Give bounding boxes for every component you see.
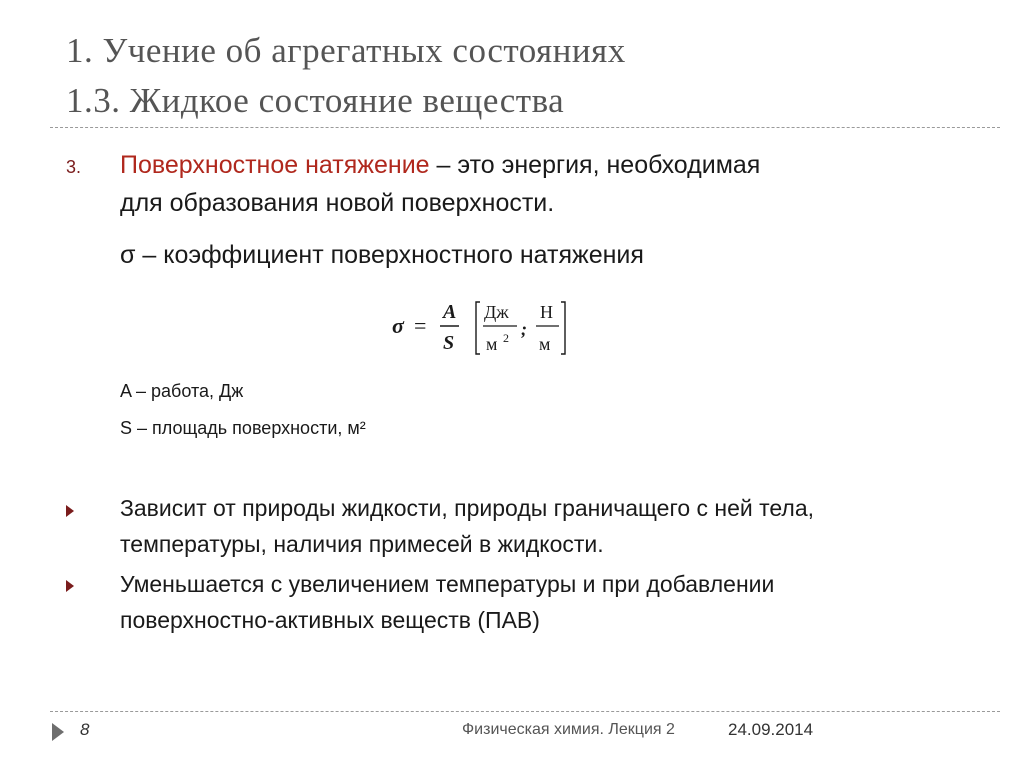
legend-work: A – работа, Дж bbox=[120, 381, 244, 401]
title-divider bbox=[50, 127, 1000, 128]
term-surface-tension: Поверхностное натяжение bbox=[120, 151, 430, 179]
bullet-temperature bbox=[120, 566, 960, 638]
formula-denominator: S bbox=[443, 332, 455, 354]
formula-sigma: σ bbox=[392, 313, 404, 338]
list-number: 3. bbox=[66, 157, 82, 177]
formula-unit1-numerator: Дж bbox=[484, 302, 509, 322]
bullet-2-line-2: поверхностно-активных веществ (ПАВ) bbox=[120, 607, 540, 633]
definition-text-line-2: для образования новой поверхности. bbox=[120, 189, 555, 217]
footer-course: Физическая химия. Лекция 2 bbox=[462, 721, 675, 738]
formula-unit2-denominator: м bbox=[539, 334, 551, 354]
triangle-right-icon bbox=[64, 579, 76, 593]
formula-unit1-denominator: м bbox=[486, 334, 498, 354]
surface-tension-formula bbox=[390, 294, 590, 358]
footer-date: 24.09.2014 bbox=[728, 720, 814, 739]
bullet-1-line-2: температуры, наличия примесей в жидкости. bbox=[120, 531, 604, 557]
bullet-2-line-1: Уменьшается с увеличением температуры и при добавлении bbox=[120, 571, 775, 597]
footer-divider bbox=[50, 711, 1000, 712]
sigma-definition: σ – коэффициент поверхностного натяжения bbox=[120, 241, 644, 269]
triangle-right-icon bbox=[50, 722, 66, 742]
bullet-1-line-1: Зависит от природы жидкости, природы граничащего с ней тела, bbox=[120, 495, 815, 521]
slide-title-line-1: 1. Учение об агрегатных состояниях bbox=[66, 31, 626, 70]
triangle-right-icon bbox=[64, 504, 76, 518]
formula-unit2-numerator: Н bbox=[540, 302, 553, 322]
formula-numerator: A bbox=[443, 301, 457, 323]
page-number: 8 bbox=[80, 720, 90, 739]
slide-title bbox=[66, 26, 966, 126]
bullet-dependence bbox=[120, 490, 960, 562]
definition-paragraph bbox=[120, 146, 960, 222]
formula-equals: = bbox=[414, 313, 427, 338]
formula-separator: ; bbox=[521, 319, 527, 339]
slide-title-line-2: 1.3. Жидкое состояние вещества bbox=[66, 81, 565, 120]
definition-text: – это энергия, необходимая bbox=[429, 151, 761, 179]
legend-area: S – площадь поверхности, м² bbox=[120, 418, 366, 438]
formula-unit1-exponent: 2 bbox=[503, 331, 509, 345]
